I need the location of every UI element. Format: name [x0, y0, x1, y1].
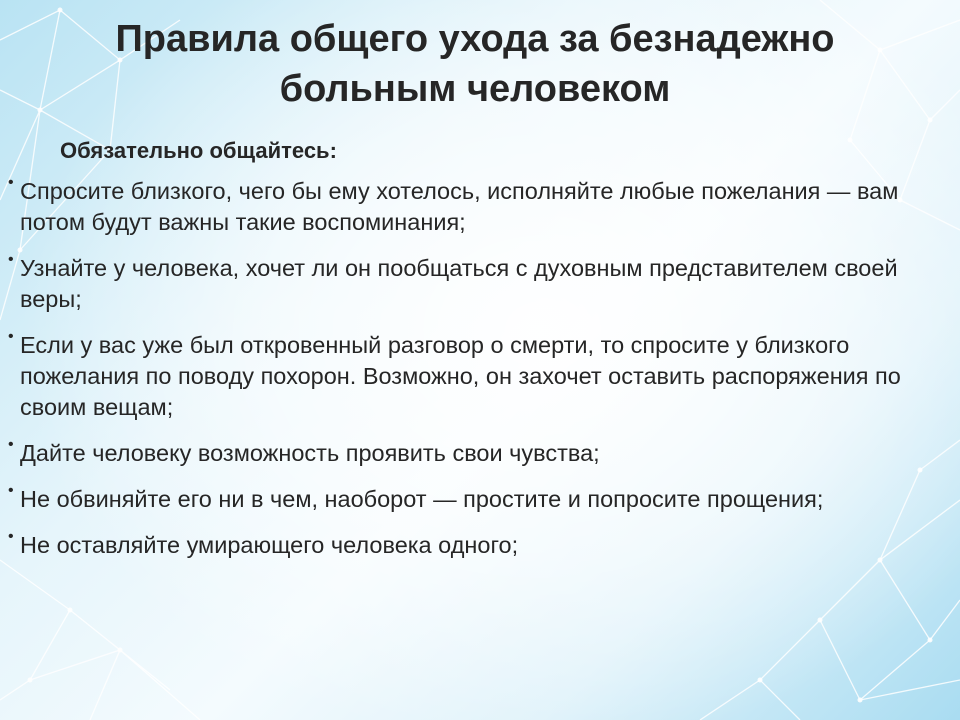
bullet-text: Не обвиняйте его ни в чем, наоборот — простите и попросите прощения; — [20, 486, 824, 512]
bullet-marker: • — [8, 174, 14, 191]
bullet-text: Узнайте у человека, хочет ли он пообщаться с духовным представителем своей веры; — [20, 255, 898, 312]
bullet-item — [8, 330, 938, 423]
bullet-marker: • — [8, 328, 14, 345]
bullet-item — [8, 484, 938, 515]
bullet-marker: • — [8, 436, 14, 453]
slide-title — [60, 14, 890, 114]
slide-title-line-2: больным человеком — [279, 68, 671, 110]
bullet-text: Дайте человеку возможность проявить свои чувства; — [20, 440, 600, 466]
section-subheading: Обязательно общайтесь: — [60, 138, 337, 163]
bullet-list — [8, 176, 938, 576]
bullet-text: Если у вас уже был откровенный разговор о смерти, то спросите у близкого пожелания по поводу похорон. Возможно, он захочет оставить распоряжения по своим вещам; — [20, 332, 901, 420]
bullet-text: Не оставляйте умирающего человека одного; — [20, 532, 519, 558]
bullet-marker: • — [8, 482, 14, 499]
bullet-item — [8, 438, 938, 469]
bullet-item — [8, 253, 938, 315]
bullet-item — [8, 530, 938, 561]
slide-title-line-1: Правила общего ухода за безнадежно — [115, 18, 835, 60]
bullet-marker: • — [8, 251, 14, 268]
bullet-marker: • — [8, 528, 14, 545]
bullet-text: Спросите близкого, чего бы ему хотелось, исполняйте любые пожелания — вам потом будут важны такие воспоминания; — [20, 178, 899, 235]
bullet-item — [8, 176, 938, 238]
